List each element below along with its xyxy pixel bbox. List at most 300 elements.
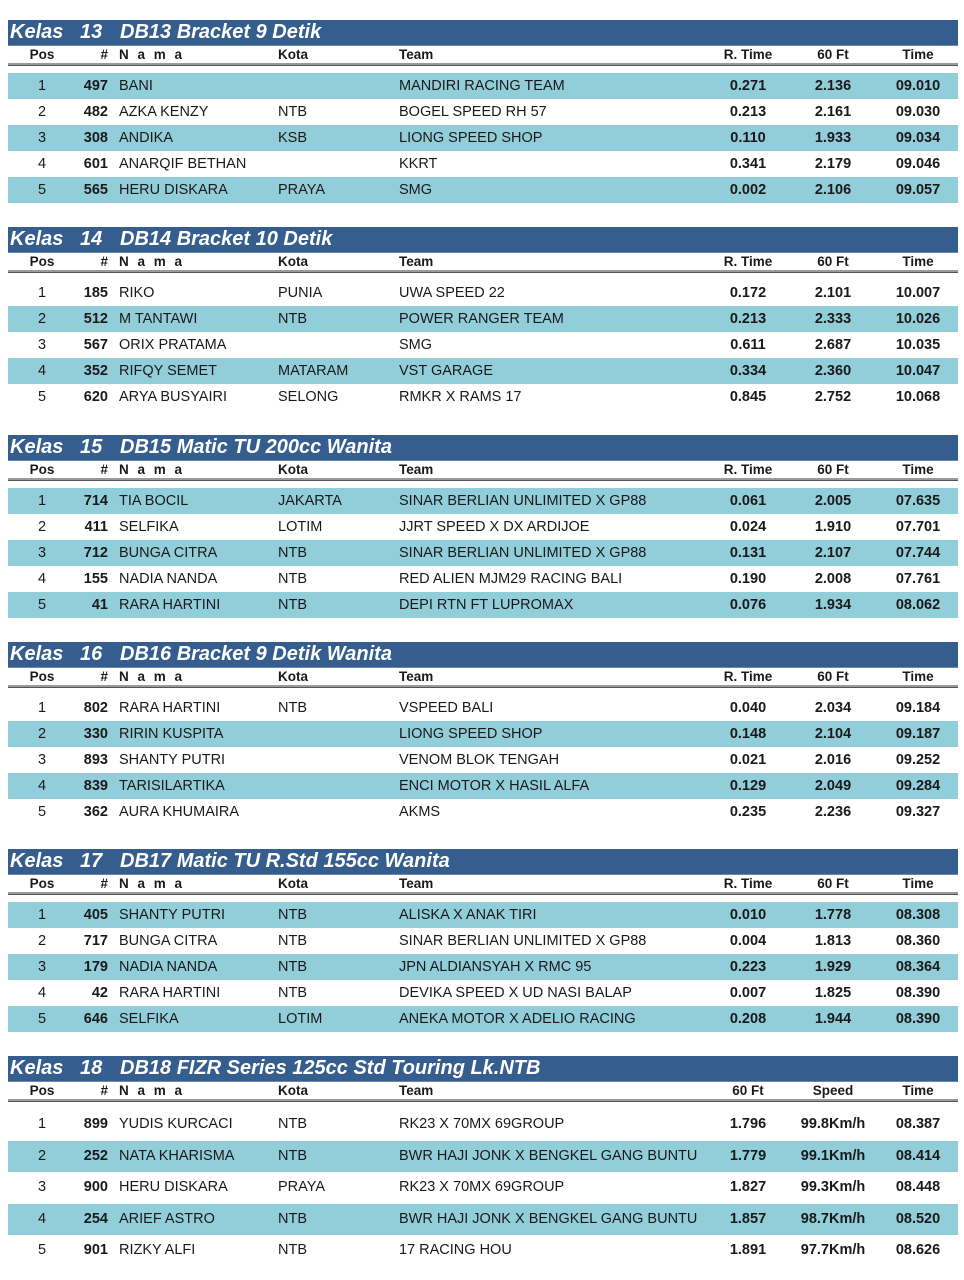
city-cell: NTB: [278, 545, 307, 561]
sixty-ft-cell: 2.136: [814, 78, 852, 94]
team-cell: LIONG SPEED SHOP: [399, 130, 543, 146]
class-title: DB13 Bracket 9 Detik: [120, 21, 322, 43]
reaction-time-cell: 0.129: [729, 778, 767, 794]
city-cell: NTB: [278, 985, 307, 1001]
header-col-b: 60 Ft: [817, 876, 849, 891]
speed-cell: 99.3Km/h: [800, 1179, 866, 1195]
rider-name-cell: AZKA KENZY: [119, 104, 209, 120]
header-pos: Pos: [29, 669, 55, 684]
header-team: Team: [399, 254, 434, 269]
position-cell: 3: [37, 752, 47, 768]
race-number-cell: 497: [83, 78, 108, 94]
header-team: Team: [399, 47, 434, 62]
header-nama: N a m a: [119, 876, 185, 891]
class-title: DB17 Matic TU R.Std 155cc Wanita: [120, 850, 450, 872]
team-cell: LIONG SPEED SHOP: [399, 726, 543, 742]
race-number-cell: 901: [83, 1242, 108, 1258]
result-row: [8, 280, 958, 306]
sixty-ft-cell: 2.008: [814, 571, 852, 587]
result-row: [8, 902, 958, 928]
result-row: [8, 384, 958, 410]
rider-name-cell: RARA HARTINI: [119, 700, 221, 716]
position-cell: 3: [37, 959, 47, 975]
rider-name-cell: M TANTAWI: [119, 311, 198, 327]
time-cell: 09.284: [895, 778, 941, 794]
race-number-cell: 567: [83, 337, 108, 353]
time-cell: 08.448: [895, 1179, 941, 1195]
race-number-cell: 802: [83, 700, 108, 716]
reaction-time-cell: 0.235: [729, 804, 767, 820]
section-title-bar: [8, 1056, 958, 1082]
sixty-ft-cell: 2.049: [814, 778, 852, 794]
race-number-cell: 893: [83, 752, 108, 768]
header-col-b: 60 Ft: [817, 47, 849, 62]
race-number-cell: 352: [83, 363, 108, 379]
reaction-time-cell: 0.010: [729, 907, 767, 923]
position-cell: 3: [37, 130, 47, 146]
city-cell: NTB: [278, 933, 307, 949]
kelas-label: Kelas: [10, 1057, 64, 1079]
position-cell: 2: [37, 311, 47, 327]
sixty-ft-cell: 1.825: [814, 985, 852, 1001]
race-number-cell: 900: [83, 1179, 108, 1195]
result-row: [8, 695, 958, 721]
rider-name-cell: ARYA BUSYAIRI: [119, 389, 227, 405]
city-cell: NTB: [278, 571, 307, 587]
city-cell: NTB: [278, 597, 307, 613]
rider-name-cell: BUNGA CITRA: [119, 933, 218, 949]
rider-name-cell: AURA KHUMAIRA: [119, 804, 240, 820]
header-pos: Pos: [29, 254, 55, 269]
speed-cell: 99.8Km/h: [800, 1116, 866, 1132]
result-row: [8, 980, 958, 1006]
position-cell: 1: [37, 78, 47, 94]
reaction-time-cell: 0.002: [729, 182, 767, 198]
column-header-row: [8, 46, 958, 66]
reaction-time-cell: 0.213: [729, 104, 767, 120]
kelas-label: Kelas: [10, 436, 64, 458]
time-cell: 09.034: [895, 130, 941, 146]
header-time: Time: [902, 47, 934, 62]
class-title: DB16 Bracket 9 Detik Wanita: [120, 643, 392, 665]
time-cell: 10.068: [895, 389, 941, 405]
rider-name-cell: TARISILARTIKA: [119, 778, 225, 794]
city-cell: LOTIM: [278, 519, 323, 535]
time-cell: 09.327: [895, 804, 941, 820]
sixty-ft-cell: 2.106: [814, 182, 852, 198]
city-cell: NTB: [278, 1242, 307, 1258]
sixty-ft-cell: 2.360: [814, 363, 852, 379]
reaction-time-cell: 0.024: [729, 519, 767, 535]
sixty-ft-cell: 2.016: [814, 752, 852, 768]
team-cell: ANEKA MOTOR X ADELIO RACING: [399, 1011, 636, 1027]
team-cell: BWR HAJI JONK X BENGKEL GANG BUNTU: [399, 1210, 698, 1227]
race-number-cell: 601: [83, 156, 108, 172]
rider-name-cell: RARA HARTINI: [119, 985, 221, 1001]
sixty-ft-cell: 1.929: [814, 959, 852, 975]
time-cell: 08.520: [895, 1210, 941, 1227]
kelas-number: 16: [80, 643, 103, 665]
time-cell: 08.062: [895, 597, 941, 613]
result-row: [8, 540, 958, 566]
header-kota: Kota: [278, 462, 308, 477]
team-cell: SINAR BERLIAN UNLIMITED X GP88: [399, 493, 647, 509]
sixty-ft-cell: 1.827: [729, 1179, 767, 1195]
header-team: Team: [399, 876, 434, 891]
race-number-cell: 512: [83, 311, 108, 327]
result-row: [8, 125, 958, 151]
time-cell: 08.390: [895, 1011, 941, 1027]
sixty-ft-cell: 1.779: [729, 1147, 767, 1164]
team-cell: JJRT SPEED X DX ARDIJOE: [399, 519, 590, 535]
time-cell: 09.184: [895, 700, 941, 716]
position-cell: 4: [37, 985, 47, 1001]
sixty-ft-cell: 2.687: [814, 337, 852, 353]
header-number: #: [100, 462, 108, 477]
team-cell: BOGEL SPEED RH 57: [399, 104, 547, 120]
result-row: [8, 332, 958, 358]
result-row: [8, 358, 958, 384]
header-time: Time: [902, 462, 934, 477]
team-cell: RED ALIEN MJM29 RACING BALI: [399, 571, 623, 587]
column-header-row: [8, 461, 958, 481]
result-row: [8, 99, 958, 125]
reaction-time-cell: 0.271: [729, 78, 767, 94]
reaction-time-cell: 0.611: [730, 337, 766, 353]
sixty-ft-cell: 2.034: [814, 700, 852, 716]
race-number-cell: 839: [83, 778, 108, 794]
team-cell: DEPI RTN FT LUPROMAX: [399, 597, 574, 613]
city-cell: LOTIM: [278, 1011, 323, 1027]
race-number-cell: 252: [83, 1147, 108, 1164]
race-number-cell: 620: [83, 389, 108, 405]
time-cell: 07.701: [895, 519, 941, 535]
header-team: Team: [399, 669, 434, 684]
time-cell: 08.390: [895, 985, 941, 1001]
position-cell: 1: [37, 285, 47, 301]
time-cell: 08.626: [895, 1242, 941, 1258]
header-number: #: [100, 669, 108, 684]
reaction-time-cell: 0.040: [729, 700, 767, 716]
team-cell: JPN ALDIANSYAH X RMC 95: [399, 959, 592, 975]
kelas-number: 18: [80, 1057, 103, 1079]
reaction-time-cell: 0.208: [729, 1011, 767, 1027]
rider-name-cell: BANI: [119, 78, 153, 94]
team-cell: RK23 X 70MX 69GROUP: [399, 1116, 565, 1132]
team-cell: VST GARAGE: [399, 363, 494, 379]
reaction-time-cell: 0.007: [729, 985, 767, 1001]
header-col-a: R. Time: [723, 462, 773, 477]
result-row: [8, 721, 958, 747]
class-title: DB15 Matic TU 200cc Wanita: [120, 436, 392, 458]
time-cell: 09.030: [895, 104, 941, 120]
position-cell: 1: [37, 700, 47, 716]
sixty-ft-cell: 2.333: [814, 311, 852, 327]
header-nama: N a m a: [119, 462, 185, 477]
section-title-bar: [8, 435, 958, 461]
city-cell: NTB: [278, 959, 307, 975]
city-cell: NTB: [278, 104, 307, 120]
rider-name-cell: YUDIS KURCACI: [119, 1116, 233, 1132]
header-col-a: R. Time: [723, 669, 773, 684]
sixty-ft-cell: 1.944: [814, 1011, 852, 1027]
header-nama: N a m a: [119, 47, 185, 62]
race-number-cell: 717: [83, 933, 108, 949]
time-cell: 09.252: [895, 752, 941, 768]
city-cell: KSB: [278, 130, 308, 146]
position-cell: 3: [37, 337, 47, 353]
class-title: DB18 FIZR Series 125cc Std Touring Lk.NTB: [120, 1057, 541, 1079]
reaction-time-cell: 0.213: [729, 311, 767, 327]
time-cell: 09.187: [895, 726, 941, 742]
sixty-ft-cell: 2.161: [814, 104, 852, 120]
position-cell: 4: [37, 571, 47, 587]
reaction-time-cell: 0.131: [729, 545, 767, 561]
race-number-cell: 646: [83, 1011, 108, 1027]
rider-name-cell: SHANTY PUTRI: [119, 752, 226, 768]
rider-name-cell: RIZKY ALFI: [119, 1242, 196, 1258]
time-cell: 09.046: [895, 156, 941, 172]
city-cell: PRAYA: [278, 182, 326, 198]
position-cell: 1: [37, 907, 47, 923]
result-row: [8, 1204, 958, 1236]
header-col-a: R. Time: [723, 876, 773, 891]
reaction-time-cell: 0.076: [729, 597, 767, 613]
section-title-bar: [8, 849, 958, 875]
reaction-time-cell: 0.004: [729, 933, 767, 949]
section-title-bar: [8, 20, 958, 46]
time-cell: 08.360: [895, 933, 941, 949]
header-col-b: 60 Ft: [817, 462, 849, 477]
results-section: [8, 227, 958, 410]
position-cell: 3: [37, 545, 47, 561]
sixty-ft-cell: 2.236: [814, 804, 852, 820]
results-section: [8, 1056, 958, 1267]
result-row: [8, 747, 958, 773]
time-cell: 08.364: [895, 959, 941, 975]
position-cell: 5: [37, 597, 47, 613]
kelas-number: 13: [80, 21, 103, 43]
sixty-ft-cell: 1.813: [814, 933, 852, 949]
rider-name-cell: SHANTY PUTRI: [119, 907, 226, 923]
time-cell: 07.635: [895, 493, 941, 509]
reaction-time-cell: 0.172: [729, 285, 767, 301]
kelas-number: 17: [80, 850, 103, 872]
team-cell: BWR HAJI JONK X BENGKEL GANG BUNTU: [399, 1147, 698, 1164]
rider-name-cell: RIRIN KUSPITA: [119, 726, 224, 742]
position-cell: 5: [37, 182, 47, 198]
header-kota: Kota: [278, 1083, 308, 1098]
header-pos: Pos: [29, 876, 55, 891]
time-cell: 07.744: [895, 545, 941, 561]
team-cell: ENCI MOTOR X HASIL ALFA: [399, 778, 590, 794]
position-cell: 5: [37, 389, 47, 405]
rider-name-cell: RIFQY SEMET: [119, 363, 218, 379]
header-time: Time: [902, 1083, 934, 1098]
header-col-b: 60 Ft: [817, 254, 849, 269]
city-cell: NTB: [278, 1210, 307, 1227]
kelas-label: Kelas: [10, 21, 64, 43]
team-cell: KKRT: [399, 156, 438, 172]
team-cell: SINAR BERLIAN UNLIMITED X GP88: [399, 933, 647, 949]
race-number-cell: 899: [83, 1116, 108, 1132]
result-row: [8, 954, 958, 980]
race-number-cell: 155: [83, 571, 108, 587]
header-pos: Pos: [29, 462, 55, 477]
team-cell: ALISKA X ANAK TIRI: [399, 907, 537, 923]
header-col-b: Speed: [812, 1083, 854, 1098]
rider-name-cell: RIKO: [119, 285, 155, 301]
team-cell: VENOM BLOK TENGAH: [399, 752, 560, 768]
header-col-a: R. Time: [723, 47, 773, 62]
sixty-ft-cell: 2.752: [814, 389, 852, 405]
rider-name-cell: NATA KHARISMA: [119, 1147, 235, 1164]
position-cell: 4: [37, 778, 47, 794]
result-row: [8, 1006, 958, 1032]
result-row: [8, 488, 958, 514]
speed-cell: 98.7Km/h: [800, 1210, 866, 1227]
time-cell: 08.308: [895, 907, 941, 923]
reaction-time-cell: 0.061: [729, 493, 767, 509]
position-cell: 2: [37, 933, 47, 949]
header-time: Time: [902, 876, 934, 891]
sixty-ft-cell: 1.857: [729, 1210, 767, 1227]
sixty-ft-cell: 2.104: [814, 726, 852, 742]
reaction-time-cell: 0.021: [729, 752, 767, 768]
time-cell: 09.010: [895, 78, 941, 94]
position-cell: 5: [37, 1011, 47, 1027]
header-pos: Pos: [29, 1083, 55, 1098]
kelas-number: 15: [80, 436, 103, 458]
position-cell: 4: [37, 156, 47, 172]
position-cell: 1: [37, 493, 47, 509]
header-kota: Kota: [278, 876, 308, 891]
result-row: [8, 773, 958, 799]
team-cell: UWA SPEED 22: [399, 285, 505, 301]
column-header-row: [8, 1082, 958, 1102]
header-kota: Kota: [278, 47, 308, 62]
team-cell: DEVIKA SPEED X UD NASI BALAP: [399, 985, 632, 1001]
result-row: [8, 1235, 958, 1267]
reaction-time-cell: 0.334: [729, 363, 767, 379]
race-number-cell: 411: [84, 519, 108, 535]
city-cell: NTB: [278, 1116, 307, 1132]
header-nama: N a m a: [119, 254, 185, 269]
sixty-ft-cell: 1.891: [729, 1242, 767, 1258]
race-number-cell: 185: [83, 285, 108, 301]
city-cell: NTB: [278, 1147, 307, 1164]
reaction-time-cell: 0.845: [729, 389, 767, 405]
sixty-ft-cell: 2.005: [814, 493, 852, 509]
result-row: [8, 1172, 958, 1204]
rider-name-cell: ARIEF ASTRO: [119, 1210, 215, 1227]
rider-name-cell: SELFIKA: [119, 519, 179, 535]
team-cell: SINAR BERLIAN UNLIMITED X GP88: [399, 545, 647, 561]
kelas-number: 14: [80, 228, 103, 250]
result-row: [8, 1109, 958, 1141]
reaction-time-cell: 0.110: [730, 130, 766, 146]
header-team: Team: [399, 462, 434, 477]
column-header-row: [8, 253, 958, 273]
team-cell: AKMS: [399, 804, 441, 820]
race-number-cell: 565: [83, 182, 108, 198]
header-nama: N a m a: [119, 1083, 185, 1098]
result-row: [8, 177, 958, 203]
race-number-cell: 482: [83, 104, 108, 120]
rider-name-cell: NADIA NANDA: [119, 959, 218, 975]
rider-name-cell: HERU DISKARA: [119, 182, 228, 198]
time-cell: 10.026: [895, 311, 941, 327]
kelas-label: Kelas: [10, 850, 64, 872]
header-number: #: [100, 254, 108, 269]
race-number-cell: 254: [83, 1210, 108, 1227]
position-cell: 4: [37, 363, 47, 379]
position-cell: 2: [37, 1147, 47, 1164]
team-cell: RK23 X 70MX 69GROUP: [399, 1179, 565, 1195]
race-number-cell: 179: [83, 959, 108, 975]
rider-name-cell: HERU DISKARA: [119, 1179, 228, 1195]
result-row: [8, 151, 958, 177]
rider-name-cell: NADIA NANDA: [119, 571, 218, 587]
header-col-a: 60 Ft: [732, 1083, 764, 1098]
results-section: [8, 20, 958, 203]
rider-name-cell: TIA BOCIL: [119, 493, 189, 509]
time-cell: 10.007: [895, 285, 941, 301]
position-cell: 2: [37, 519, 47, 535]
sixty-ft-cell: 1.934: [814, 597, 852, 613]
column-header-row: [8, 668, 958, 688]
team-cell: VSPEED BALI: [399, 700, 494, 716]
header-time: Time: [902, 669, 934, 684]
reaction-time-cell: 0.190: [729, 571, 767, 587]
position-cell: 1: [37, 1116, 47, 1132]
result-row: [8, 928, 958, 954]
city-cell: JAKARTA: [278, 493, 342, 509]
result-row: [8, 306, 958, 332]
team-cell: SMG: [399, 182, 433, 198]
team-cell: 17 RACING HOU: [399, 1242, 512, 1258]
header-col-a: R. Time: [723, 254, 773, 269]
rider-name-cell: BUNGA CITRA: [119, 545, 218, 561]
sixty-ft-cell: 2.179: [814, 156, 852, 172]
header-kota: Kota: [278, 254, 308, 269]
result-row: [8, 592, 958, 618]
rider-name-cell: RARA HARTINI: [119, 597, 221, 613]
header-number: #: [100, 47, 108, 62]
sixty-ft-cell: 1.910: [814, 519, 852, 535]
column-header-row: [8, 875, 958, 895]
city-cell: NTB: [278, 907, 307, 923]
reaction-time-cell: 0.223: [729, 959, 767, 975]
speed-cell: 99.1Km/h: [800, 1147, 866, 1164]
rider-name-cell: ANDIKA: [119, 130, 173, 146]
header-nama: N a m a: [119, 669, 185, 684]
position-cell: 2: [37, 104, 47, 120]
time-cell: 07.761: [895, 571, 941, 587]
rider-name-cell: ORIX PRATAMA: [119, 337, 227, 353]
city-cell: NTB: [278, 700, 307, 716]
sixty-ft-cell: 2.107: [814, 545, 852, 561]
header-number: #: [100, 876, 108, 891]
time-cell: 08.414: [895, 1147, 941, 1164]
kelas-label: Kelas: [10, 228, 64, 250]
team-cell: POWER RANGER TEAM: [399, 311, 564, 327]
race-number-cell: 405: [83, 907, 108, 923]
results-section: [8, 435, 958, 618]
kelas-label: Kelas: [10, 643, 64, 665]
time-cell: 10.035: [895, 337, 941, 353]
city-cell: PUNIA: [278, 285, 323, 301]
